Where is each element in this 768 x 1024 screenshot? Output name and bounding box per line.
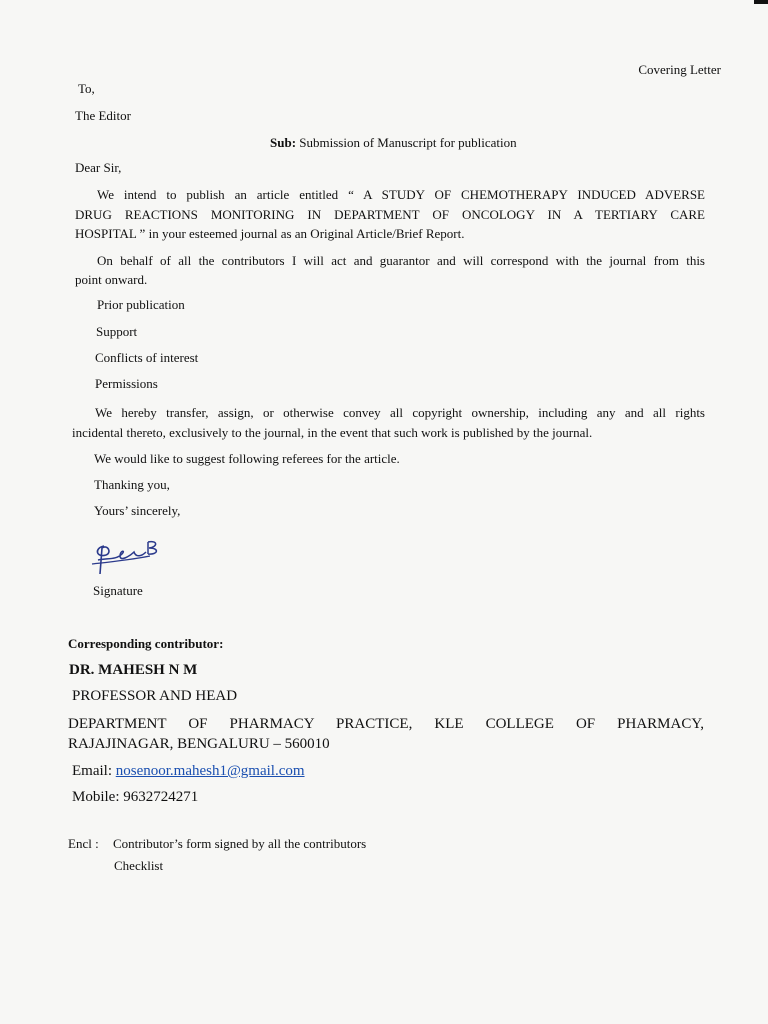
paragraph-1-line-2: DRUG REACTIONS MONITORING IN DEPARTMENT OF ONCOLOGY IN A TERTIARY CARE	[75, 207, 705, 222]
enclosure-item: Contributor’s form signed by all the contributors	[113, 836, 367, 851]
scan-corner-mark	[754, 0, 768, 4]
paragraph-3-line-2: incidental thereto, exclusively to the journal, in the event that such work is published by the journal.	[72, 425, 593, 440]
email-label: Email:	[72, 763, 112, 779]
enclosures-label: Encl :	[68, 836, 99, 851]
paragraph-1-line-3: HOSPITAL ” in your esteemed journal as an Original Article/Brief Report.	[75, 226, 465, 241]
subject-label: Sub:	[270, 135, 297, 150]
list-item: Prior publication	[97, 297, 185, 312]
list-item: Support	[96, 324, 138, 339]
subject-text: Submission of Manuscript for publication	[299, 135, 517, 150]
thanking-line: Thanking you,	[94, 477, 170, 492]
address-to: To,	[78, 81, 95, 96]
salutation: Dear Sir,	[75, 160, 122, 175]
contributor-department-line-1: DEPARTMENT OF PHARMACY PRACTICE, KLE COLLEGE OF PHARMACY,	[68, 716, 704, 732]
contributor-email-line	[72, 761, 305, 781]
contributor-designation: PROFESSOR AND HEAD	[72, 688, 238, 704]
contributor-name: DR. MAHESH N M	[69, 662, 198, 678]
paragraph-2-line-1: On behalf of all the contributors I will act and guarantor and will correspond with the journal from this	[97, 253, 705, 268]
contributor-department-line-2: RAJAJINAGAR, BENGALURU – 560010	[68, 736, 330, 752]
contributor-mobile: Mobile: 9632724271	[72, 789, 199, 805]
corresponding-contributor-heading: Corresponding contributor:	[68, 636, 224, 651]
handwritten-signature	[90, 538, 162, 578]
paragraph-4: We would like to suggest following referees for the article.	[94, 451, 400, 466]
paragraph-3-line-1: We hereby transfer, assign, or otherwise convey all copyright ownership, including any and all rights	[95, 405, 705, 420]
paragraph-2-line-2: point onward.	[75, 272, 148, 287]
subject-line	[270, 134, 517, 152]
list-item: Permissions	[95, 376, 158, 391]
enclosure-item: Checklist	[114, 858, 164, 873]
paragraph-1-line-1: We intend to publish an article entitled “ A STUDY OF CHEMOTHERAPY INDUCED ADVERSE	[97, 187, 705, 202]
closing-line: Yours’ sincerely,	[94, 503, 181, 518]
list-item: Conflicts of interest	[95, 350, 199, 365]
signature-label: Signature	[93, 583, 143, 598]
email-link[interactable]: nosenoor.mahesh1@gmail.com	[115, 763, 305, 779]
covering-letter-label: Covering Letter	[638, 62, 721, 77]
address-recipient: The Editor	[75, 108, 131, 123]
